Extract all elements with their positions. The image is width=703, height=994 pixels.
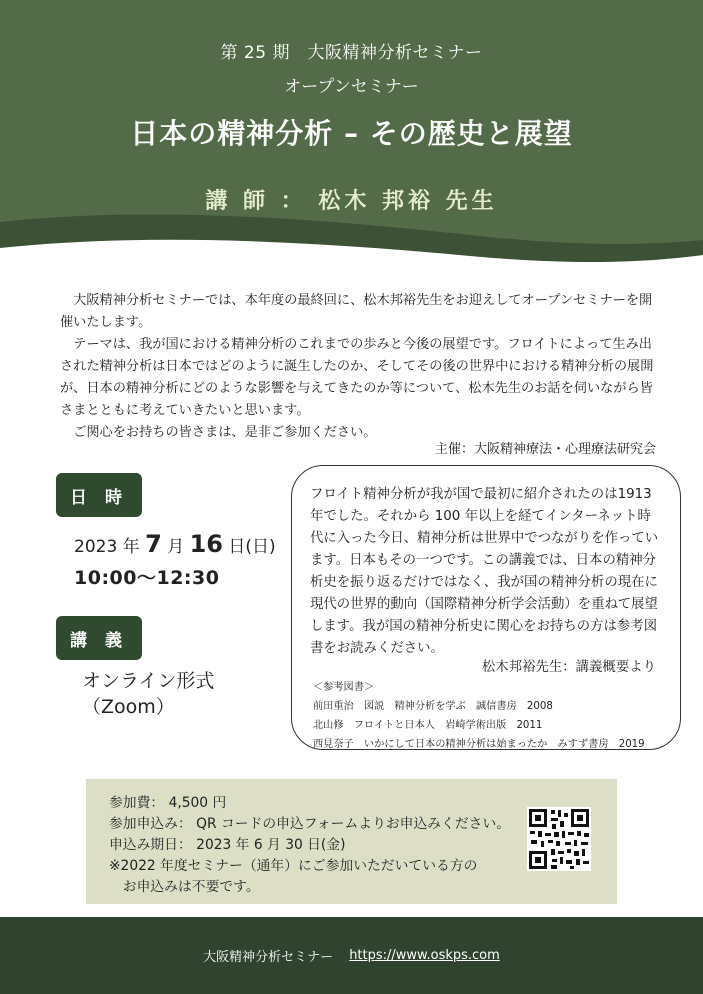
date-label-badge: 日 時 (56, 473, 142, 517)
reference-item: 北山修 フロイトと日本人 岩崎学術出版 2011 (313, 720, 543, 731)
reference-heading: ＜参考図書＞ (313, 682, 375, 693)
lecturer-name: 講 師 ： 松木 邦裕 先生 (205, 189, 498, 214)
event-date (74, 530, 276, 558)
intro-paragraph-1: 大阪精神分析セミナーでは、本年度の最終回に、松木邦裕先生をお迎えしてオープンセミナーを開催いたします。 (60, 293, 653, 330)
lecture-format (82, 668, 214, 720)
page-title: 日本の精神分析 – その歴史と展望 (130, 117, 573, 150)
seminar-series-title: 第 25 期 大阪精神分析セミナー (220, 43, 483, 63)
header-banner (0, 0, 703, 275)
seminar-subtitle: オープンセミナー (284, 77, 419, 97)
footer-website-link[interactable]: https://www.oskps.com (349, 948, 500, 963)
reference-item: 前田重治 図説 精神分析を学ぶ 誠信書房 2008 (313, 701, 553, 712)
lecture-summary: フロイト精神分析が我が国で最初に紹介されたのは1913 年でした。それから 100 年以上を経てインターネット時代に入った今日、精神分析は世界中でつながりを作っています。日本もその一つです。この講義では、日本の精神分析史を振り返るだけではなく、我が国の精神分析の現在に現代の世界的動向（国際精神分析学会活動）を重ねて展望します。我が国の精神分析史に関心をお持ちの方は参考図書をお読みください。 (310, 487, 659, 656)
host-organization: 主催：大阪精神療法・心理療法研究会 (434, 442, 656, 457)
format-platform: （Zoom） (82, 696, 175, 718)
summary-source: 松木邦裕先生：講義概要より (481, 660, 656, 675)
reference-list (313, 678, 673, 754)
date-month-unit: 月 (167, 537, 185, 557)
application-deadline: 申込み期日： 2023 年 6 月 30 日(金) (109, 837, 346, 853)
intro-paragraph-2: テーマは、我が国における精神分析のこれまでの歩みと今後の展望です。フロイトによって生み出された精神分析は日本ではどのように誕生したのか、そしてその後の世界中における精神分析の展開が、日本の精神分析にどのような影響を与えてきたのか等について、松木先生のお話を伺いながら皆さまとともに考えていきたいと思います。 (60, 337, 654, 418)
date-year-unit: 年 (122, 537, 140, 557)
footer-org-name: 大阪精神分析セミナー (203, 950, 334, 965)
application-method: 参加申込み： QR コードの申込フォームよりお申込みください。 (109, 816, 511, 832)
date-month: 7 (145, 530, 162, 558)
date-day-unit: 日(日) (228, 537, 276, 557)
event-time: 10:00〜12:30 (74, 567, 220, 589)
note-line-1: ※2022 年度セミナー（通年）にご参加いただいている方の (109, 858, 478, 874)
note-line-2: お申込みは不要です。 (109, 879, 260, 895)
lecture-label-badge: 講 義 (56, 616, 142, 660)
date-year: 2023 (74, 537, 118, 557)
reference-item: 西見奈子 いかにして日本の精神分析は始まったか みすず書房 2019 (313, 739, 645, 750)
fee: 参加費： 4,500 円 (109, 795, 227, 811)
date-day: 16 (189, 530, 223, 558)
qr-code-icon[interactable] (527, 807, 591, 871)
intro-text (60, 290, 660, 444)
footer (0, 917, 703, 994)
format-type: オンライン形式 (82, 670, 215, 692)
intro-paragraph-3: ご関心をお持ちの皆さまは、是非ご参加ください。 (73, 425, 377, 440)
registration-info (109, 793, 510, 898)
